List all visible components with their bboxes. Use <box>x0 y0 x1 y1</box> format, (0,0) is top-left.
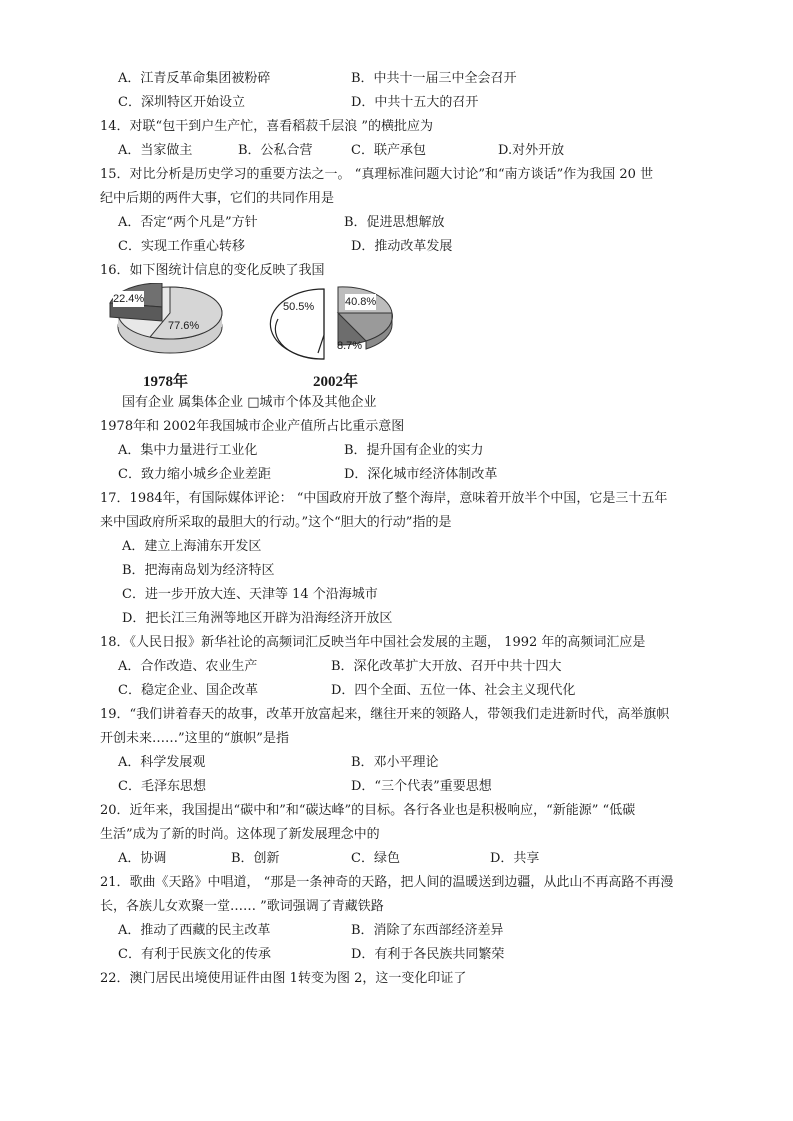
q15-option-a: A．否定“两个凡是”方针 <box>118 215 258 230</box>
q19-option-a: A．科学发展观 <box>118 755 206 770</box>
q20-option-b: B．创新 <box>231 851 280 866</box>
q20-stem-line2: 生活”成为了新的时尚。这体现了新发展理念中的 <box>100 827 380 842</box>
q21-stem-line1: 21．歌曲《天路》中唱道， “那是一条神奇的天路，把人间的温暖送到边疆，从此山不再高路不再漫 <box>100 875 674 890</box>
q17-option-d: D．把长江三角洲等地区开辟为沿海经济开放区 <box>122 611 393 626</box>
q16-stem: 16．如下图统计信息的变化反映了我国 <box>100 263 325 278</box>
q18-option-c: C．稳定企业、国企改革 <box>118 683 258 698</box>
q21-option-d: D．有利于各民族共同繁荣 <box>351 947 505 962</box>
q21-option-b: B．消除了东西部经济差异 <box>351 923 504 938</box>
q19-stem-line2: 开创未来……”这里的“旗帜”是指 <box>100 731 289 746</box>
q21-stem-line2: 长，各族儿女欢聚一堂…… ”歌词强调了青藏铁路 <box>100 899 384 914</box>
q18-option-d: D．四个全面、五位一体、社会主义现代化 <box>331 683 576 698</box>
chart-caption: 1978年和 2002年我国城市企业产值所占比重示意图 <box>100 419 405 434</box>
pie-1978-label-1: 77.6% <box>168 320 200 332</box>
pie-1978-title: 1978年 <box>143 374 189 390</box>
q18-stem: 18．《人民日报》新华社论的高频词汇反映当年中国社会发展的主题， 1992 年的高频词汇应是 <box>100 635 646 650</box>
q18-option-b: B．深化改革扩大开放、召开中共十四大 <box>331 659 562 674</box>
q20-option-d: D．共享 <box>490 851 540 866</box>
q13-option-a: A．江青反革命集团被粉碎 <box>118 71 271 86</box>
q17-stem-line1: 17．1984年，有国际媒体评论： “中国政府开放了整个海岸，意味着开放半个中国，它是三十五年 <box>100 491 668 506</box>
q16-option-c: C．致力缩小城乡企业差距 <box>118 467 271 482</box>
q18-option-a: A．合作改造、农业生产 <box>118 659 258 674</box>
q19-stem-line1: 19．“我们讲着春天的故事，改革开放富起来，继往开来的领路人，带领我们走进新时代，高举旗帜 <box>100 707 670 722</box>
q20-stem-line1: 20．近年来，我国提出“碳中和”和“碳达峰”的目标。各行各业也是积极响应，“新能源” “低碳 <box>100 803 636 818</box>
q15-stem-line1: 15．对比分析是历史学习的重要方法之一。 “真理标准问题大讨论”和“南方谈话”作为我国 20 世 <box>100 167 654 182</box>
q17-option-c: C．进一步开放大连、天津等 14 个沿海城市 <box>122 587 378 602</box>
q13-option-b: B．中共十一届三中全会召开 <box>351 71 517 86</box>
q15-stem-line2: 纪中后期的两件大事，它们的共同作用是 <box>100 191 335 206</box>
q14-stem: 14．对联“包干到户生产忙，喜看稻菽千层浪 ”的横批应为 <box>100 119 433 134</box>
chart-legend: 国有企业 属集体企业 □城市个体及其他企业 <box>122 395 377 410</box>
q14-option-d: D.对外开放 <box>498 143 565 158</box>
q19-option-b: B．邓小平理论 <box>351 755 439 770</box>
q15-option-b: B．促进思想解放 <box>344 215 445 230</box>
q17-option-a: A．建立上海浦东开发区 <box>122 539 262 554</box>
q14-option-c: C．联产承包 <box>351 143 426 158</box>
q17-option-b: B．把海南岛划为经济特区 <box>122 563 275 578</box>
q20-option-a: A．协调 <box>118 851 167 866</box>
pie-2002-label-2: 8.7% <box>337 340 363 352</box>
q19-option-d: D．“三个代表”重要思想 <box>351 779 492 794</box>
pie-2002-label-1: 40.8% <box>345 296 377 308</box>
q15-option-c: C．实现工作重心转移 <box>118 239 245 254</box>
q14-option-a: A．当家做主 <box>118 143 193 158</box>
pie-2002-label-0: 50.5% <box>283 301 315 313</box>
q16-option-d: D．深化城市经济体制改革 <box>344 467 498 482</box>
q19-option-c: C．毛泽东思想 <box>118 779 206 794</box>
pie-1978-label-0: 22.4% <box>113 293 145 305</box>
q21-option-a: A．推动了西藏的民主改革 <box>118 923 271 938</box>
q16-option-b: B．提升国有企业的实力 <box>344 443 484 458</box>
q16-option-a: A．集中力量进行工业化 <box>118 443 258 458</box>
q20-option-c: C．绿色 <box>351 851 400 866</box>
q22-stem: 22．澳门居民出境使用证件由图 1转变为图 2，这一变化印证了 <box>100 971 467 986</box>
q17-stem-line2: 来中国政府所采取的最胆大的行动。”这个“胆大的行动”指的是 <box>100 515 452 530</box>
q15-option-d: D．推动改革发展 <box>351 239 453 254</box>
pie-2002-title: 2002年 <box>313 374 359 390</box>
q13-option-c: C．深圳特区开始设立 <box>118 95 245 110</box>
q14-option-b: B．公私合营 <box>238 143 313 158</box>
q21-option-c: C．有利于民族文化的传承 <box>118 947 271 962</box>
q13-option-d: D．中共十五大的召开 <box>351 95 479 110</box>
